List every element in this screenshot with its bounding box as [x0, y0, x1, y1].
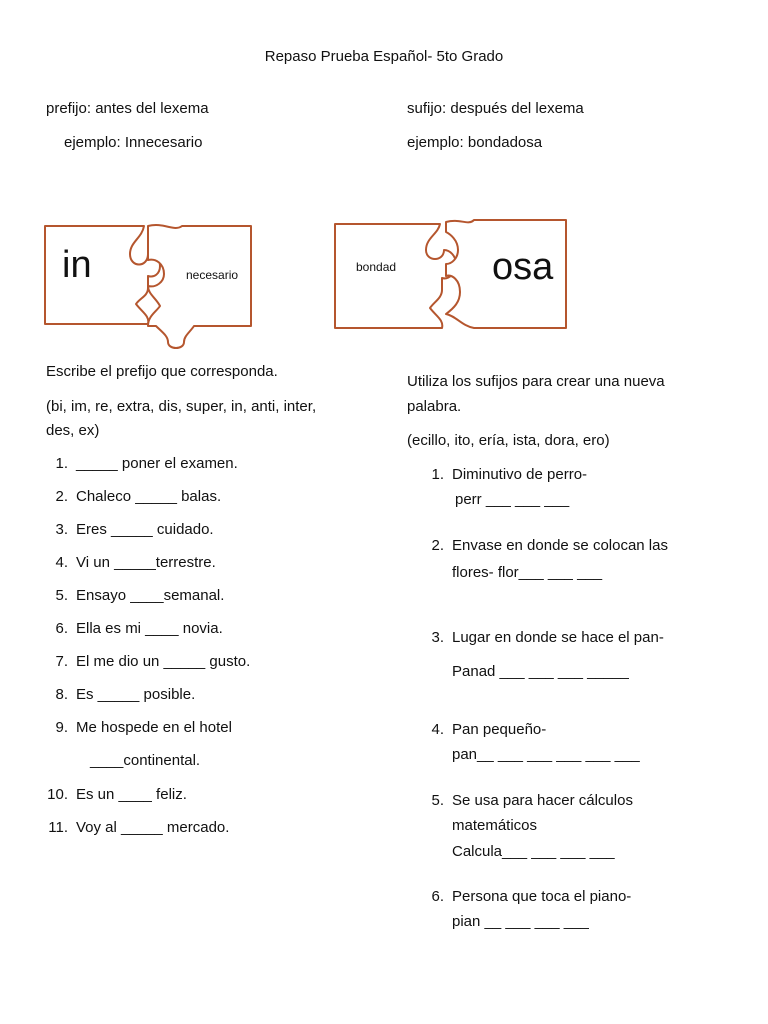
prefix-options-line2: des, ex)	[46, 422, 100, 439]
prefix-example: ejemplo: Innecesario	[64, 134, 203, 151]
left-item-continuation: ____continental.	[90, 752, 201, 769]
page-title: Repaso Prueba Español- 5to Grado	[264, 48, 504, 65]
right-item: 4. Pan pequeño-	[431, 721, 547, 738]
left-item: 11. Voy al _____ mercado.	[48, 819, 230, 836]
right-item-answer-line: Panad ___ ___ ___ _____	[452, 663, 629, 680]
puzzle-text-in: in	[62, 244, 92, 286]
right-item: 6. Persona que toca el piano-	[431, 888, 632, 905]
right-item: 2. Envase en donde se colocan las	[431, 537, 668, 554]
left-item: 2. Chaleco _____ balas.	[55, 488, 222, 505]
right-section-heading-line1: Utiliza los sufijos para crear una nueva	[407, 373, 665, 390]
right-item-answer-line: perr ___ ___ ___	[455, 491, 570, 508]
puzzle-piece-necesario	[148, 225, 251, 348]
puzzle-text-osa: osa	[492, 246, 554, 288]
right-item-answer-line: flores- flor___ ___ ___	[452, 564, 603, 581]
prefix-options-line1: (bi, im, re, extra, dis, super, in, anti, inter,	[46, 398, 317, 415]
right-section-heading-line2: palabra.	[407, 398, 462, 415]
right-item: 1. Diminutivo de perro-	[431, 466, 588, 483]
suffix-example: ejemplo: bondadosa	[407, 134, 543, 151]
left-item: 7. El me dio un _____ gusto.	[55, 653, 251, 670]
suffix-definition: sufijo: después del lexema	[407, 100, 584, 117]
puzzle-piece-bondad	[335, 224, 456, 328]
puzzle-text-necesario: necesario	[186, 268, 239, 282]
left-item: 5. Ensayo ____semanal.	[55, 587, 225, 604]
right-item-answer-line: pian __ ___ ___ ___	[452, 913, 589, 930]
left-item: 8. Es _____ posible.	[55, 686, 196, 703]
left-item: 1. _____ poner el examen.	[55, 455, 238, 472]
left-item: 4. Vi un _____terrestre.	[55, 554, 216, 571]
right-item-answer-line: pan__ ___ ___ ___ ___ ___	[452, 746, 640, 763]
right-item: 5. Se usa para hacer cálculos	[431, 792, 633, 809]
right-item: 3. Lugar en donde se hace el pan-	[431, 629, 664, 646]
right-item-continuation: matemáticos	[452, 817, 538, 834]
left-item: 3. Eres _____ cuidado.	[55, 521, 214, 538]
left-section-heading: Escribe el prefijo que corresponda.	[46, 363, 278, 380]
left-item: 10. Es un ____ feliz.	[47, 786, 187, 803]
left-item: 6. Ella es mi ____ novia.	[55, 620, 223, 637]
left-item: 9. Me hospede en el hotel	[55, 719, 232, 736]
right-item-answer-line: Calcula___ ___ ___ ___	[452, 843, 615, 860]
puzzle-text-bondad: bondad	[356, 260, 397, 274]
suffix-options: (ecillo, ito, ería, ista, dora, ero)	[407, 432, 610, 449]
prefix-definition: prefijo: antes del lexema	[46, 100, 209, 117]
